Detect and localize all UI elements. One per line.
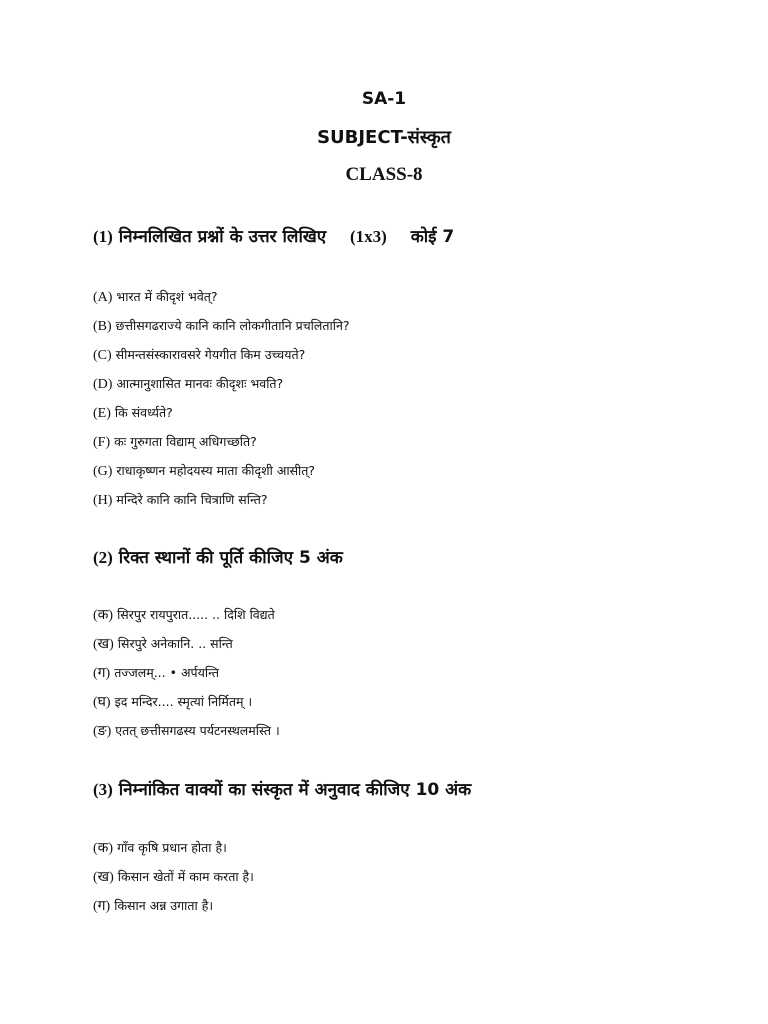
subject-title: SUBJECT-संस्कृत [317,127,451,148]
section-2-number: (2) [93,548,113,567]
question-label: (ग) [93,666,111,681]
question-item [93,404,173,422]
question-label: (ख) [93,637,114,652]
question-item [93,721,280,740]
question-text: छत्तीसगढराज्ये कानि कानि लोकगीतानि प्रचलितानि? [115,318,350,333]
question-item [93,491,268,509]
question-text: राधाकृष्णन महोदयस्य माता कीदृशी आसीत्? [116,463,316,478]
question-item [93,346,305,364]
question-label: (A) [93,290,113,305]
exam-code: SA-1 [361,89,407,109]
question-label: (ग) [93,899,111,914]
section-1-number: (1) [93,227,113,246]
class-title: CLASS-8 [345,164,423,185]
question-item [93,867,254,886]
question-text: किसान अन्न उगाता है। [114,898,214,913]
question-text: भारत में कीदृशं भवेत्? [116,289,218,304]
question-label: (H) [93,493,113,508]
question-text: सिरपुर रायपुरात..... .. दिशि विद्यते [117,607,275,622]
question-text: एतत् छत्तीसगढस्य पर्यटनस्थलमस्ति । [115,723,280,738]
question-text: कि संवर्ध्यते? [114,405,173,420]
question-label: (G) [93,464,113,479]
question-item [93,605,275,624]
question-item [93,317,350,335]
section-1-choice: कोई 7 [410,227,455,247]
section-1-heading [93,224,454,247]
question-label: (E) [93,406,111,421]
question-label: (ङ) [93,724,112,739]
question-item [93,692,252,711]
question-text: सीमन्तसंस्कारावसरे गेयगीत किम उच्चयते? [115,347,306,362]
question-label: (D) [93,377,113,392]
question-text: तज्जलम्... • अर्पयन्ति [114,665,220,680]
question-label: (C) [93,348,112,363]
question-text: गाँव कृषि प्रधान होता है। [117,840,227,855]
question-item [93,663,219,682]
section-2-heading [93,545,343,568]
question-text: मन्दिरे कानि कानि चित्राणि सन्ति? [116,492,268,507]
question-item [93,838,227,857]
question-label: (F) [93,435,111,450]
section-1-title: निम्नलिखित प्रश्नों के उत्तर लिखिए [118,227,327,247]
question-item [93,288,218,306]
question-label: (क) [93,841,114,856]
section-3-heading [93,777,471,800]
question-text: इद मन्दिर.... स्मृत्यां निर्मितम् । [114,694,253,709]
question-label: (क) [93,608,114,623]
question-text: किसान खेतों में काम करता है। [117,869,254,884]
section-1-marks: (1x3) [350,227,387,246]
section-3-number: (3) [93,780,113,799]
question-item [93,462,315,480]
question-label: (ख) [93,870,114,885]
question-item [93,896,213,915]
section-3-title: निम्नांकित वाक्यों का संस्कृत में अनुवाद कीजिए 10 अंक [118,780,472,800]
question-text: आत्मानुशासित मानवः कीदृशः भवति? [116,376,284,391]
question-text: कः गुरुगता विद्याम् अधिगच्छति? [114,434,257,449]
question-label: (घ) [93,695,111,710]
question-item [93,375,283,393]
section-2-title: रिक्त स्थानों की पूर्ति कीजिए 5 अंक [118,548,343,568]
question-label: (B) [93,319,112,334]
question-item [93,634,233,653]
question-item [93,433,257,451]
question-text: सिरपुरे अनेकानि. .. सन्ति [117,636,233,651]
